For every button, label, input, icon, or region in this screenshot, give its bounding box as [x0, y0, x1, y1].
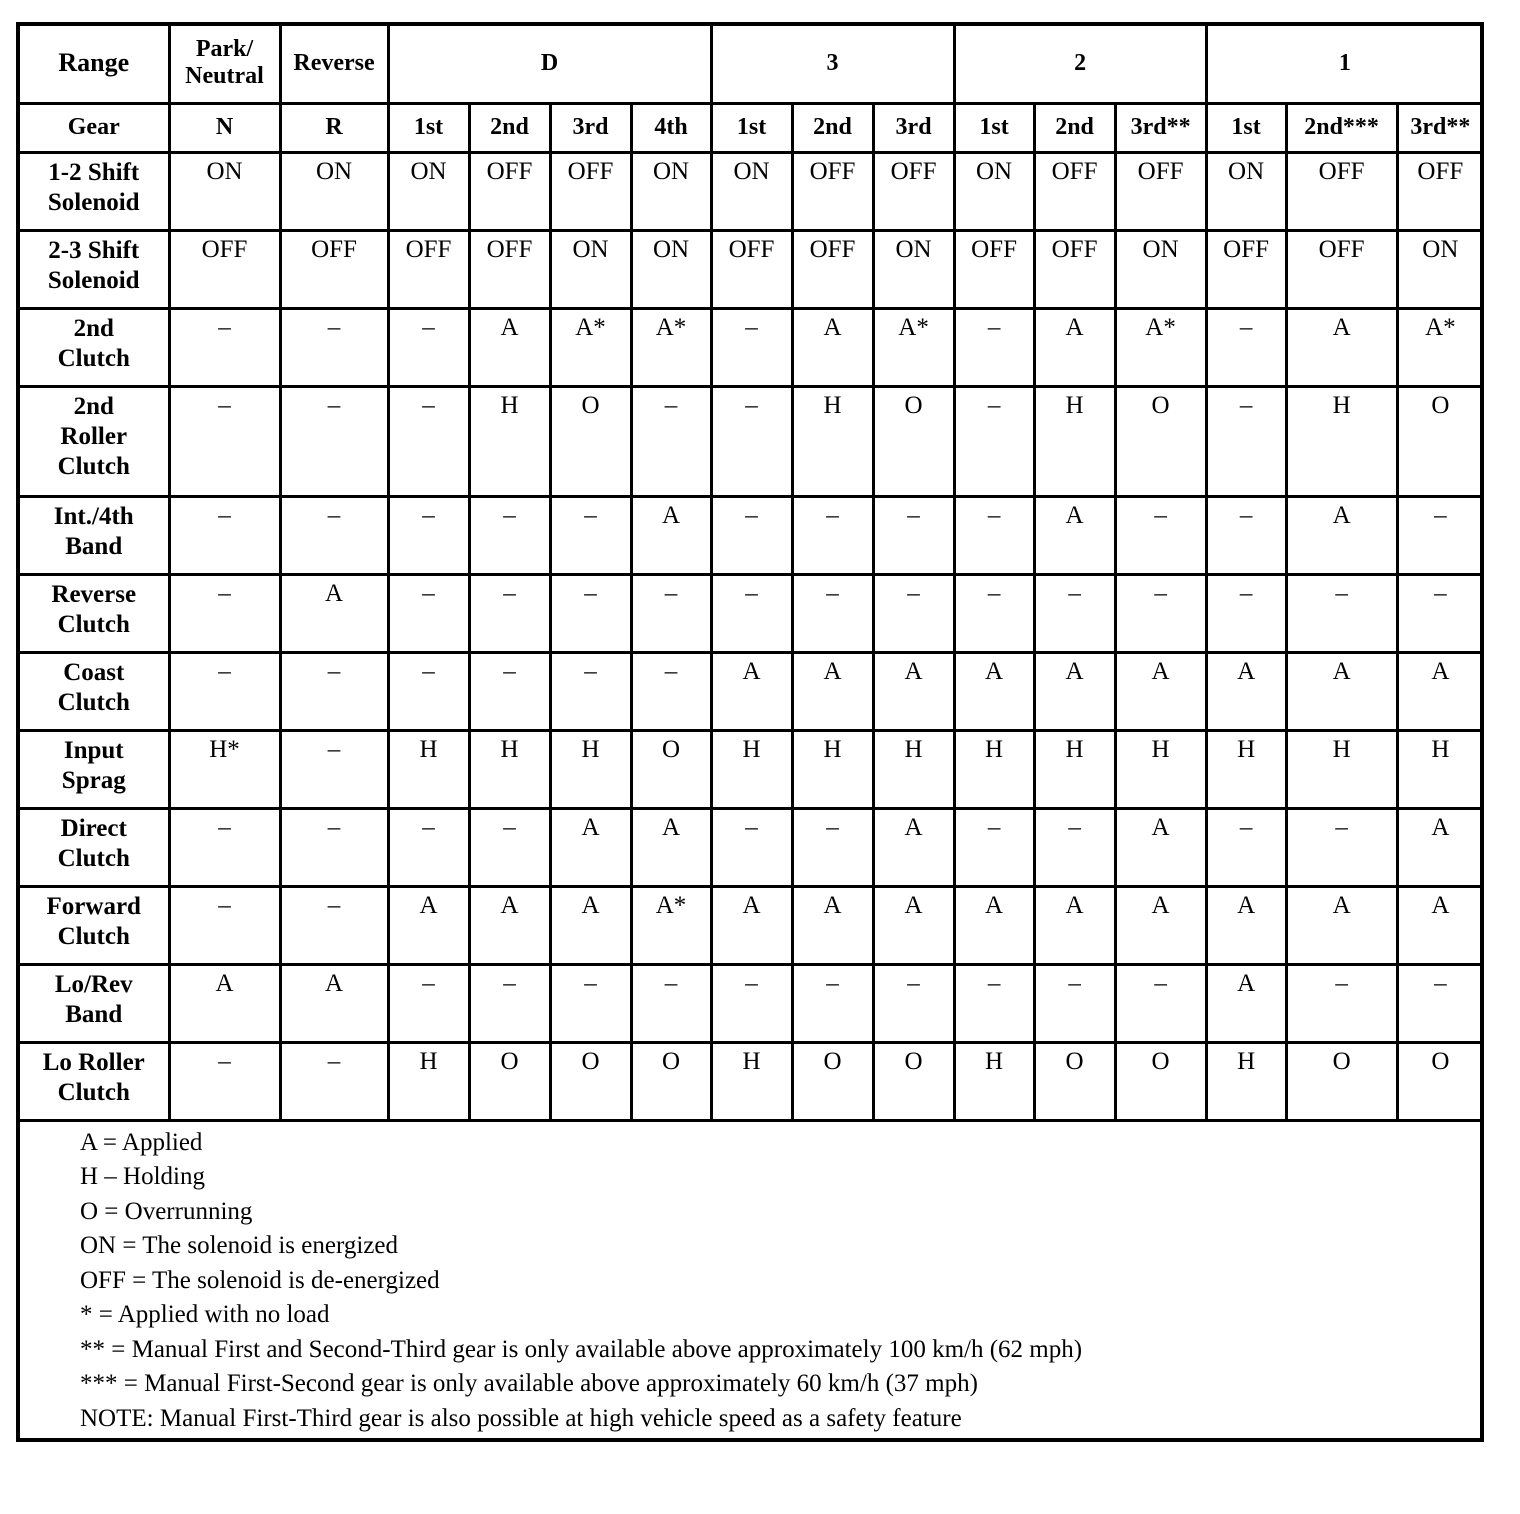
table-cell: H: [469, 386, 550, 496]
table-cell: –: [954, 574, 1034, 652]
legend-item: NOTE: Manual First-Third gear is also possible at high vehicle speed as a safety feature: [80, 1404, 962, 1432]
table-row: [20, 808, 1482, 886]
table-cell: A: [1286, 496, 1397, 574]
row-label: Direct Clutch: [20, 808, 169, 886]
table-cell: –: [280, 1042, 388, 1120]
table-cell: –: [792, 574, 873, 652]
gear-cell: 2nd***: [1286, 103, 1397, 152]
table-cell: –: [169, 574, 280, 652]
table-cell: O: [1034, 1042, 1115, 1120]
row-label: 2nd Clutch: [20, 308, 169, 386]
range-park-neutral: Park/ Neutral: [169, 26, 280, 103]
table-cell: O: [873, 1042, 954, 1120]
table-cell: A: [1286, 886, 1397, 964]
table-cell: –: [1115, 496, 1206, 574]
table-cell: OFF: [711, 230, 792, 308]
table-cell: A: [631, 808, 711, 886]
table-cell: H: [1034, 730, 1115, 808]
legend-item: A = Applied: [80, 1128, 203, 1156]
legend-item: O = Overrunning: [80, 1197, 253, 1225]
table-cell: –: [1286, 964, 1397, 1042]
table-cell: –: [1206, 308, 1286, 386]
table-cell: A: [954, 652, 1034, 730]
table-cell: –: [469, 808, 550, 886]
table-cell: –: [1115, 964, 1206, 1042]
table-cell: –: [873, 574, 954, 652]
table-cell: H*: [169, 730, 280, 808]
table-cell: A: [280, 964, 388, 1042]
table-cell: –: [954, 964, 1034, 1042]
table-cell: O: [1286, 1042, 1397, 1120]
table-cell: O: [469, 1042, 550, 1120]
table-cell: –: [1397, 496, 1482, 574]
table-cell: A: [1286, 652, 1397, 730]
table-cell: –: [792, 964, 873, 1042]
table-cell: –: [169, 886, 280, 964]
table-cell: OFF: [469, 230, 550, 308]
table-cell: –: [711, 496, 792, 574]
row-label: 2-3 Shift Solenoid: [20, 230, 169, 308]
range-reverse: Reverse: [280, 26, 388, 103]
table-cell: A*: [631, 308, 711, 386]
table-row: [20, 152, 1482, 230]
table-cell: –: [469, 496, 550, 574]
table-cell: –: [711, 574, 792, 652]
gear-cell: 1st: [711, 103, 792, 152]
table-cell: H: [873, 730, 954, 808]
table-cell: OFF: [873, 152, 954, 230]
table-cell: A: [1115, 808, 1206, 886]
table-cell: A: [280, 574, 388, 652]
legend: [20, 1122, 1480, 1437]
table-cell: ON: [169, 152, 280, 230]
table-cell: –: [169, 1042, 280, 1120]
table-cell: A: [1034, 308, 1115, 386]
table-cell: –: [388, 574, 469, 652]
table-cell: ON: [954, 152, 1034, 230]
table-cell: H: [1286, 386, 1397, 496]
gear-cell: 3rd**: [1397, 103, 1482, 152]
table-row: [20, 1042, 1482, 1120]
table-cell: –: [280, 730, 388, 808]
table-cell: A: [169, 964, 280, 1042]
table-cell: A: [954, 886, 1034, 964]
legend-item: OFF = The solenoid is de-energized: [80, 1266, 440, 1294]
table-cell: –: [1115, 574, 1206, 652]
table-cell: –: [1034, 964, 1115, 1042]
gear-cell: 3rd**: [1115, 103, 1206, 152]
legend-item: ** = Manual First and Second-Third gear is only available above approximately 100 km/h (62 mph): [80, 1335, 1083, 1363]
table-cell: –: [711, 964, 792, 1042]
table-cell: –: [1034, 574, 1115, 652]
table-cell: O: [631, 730, 711, 808]
range-d: D: [388, 26, 711, 103]
table-cell: A: [1206, 964, 1286, 1042]
table-cell: OFF: [280, 230, 388, 308]
table-cell: –: [550, 496, 631, 574]
table-cell: –: [280, 886, 388, 964]
table-cell: –: [792, 808, 873, 886]
table-cell: A: [873, 808, 954, 886]
table-cell: –: [280, 386, 388, 496]
gear-cell: 1st: [954, 103, 1034, 152]
table-cell: A: [873, 886, 954, 964]
gear-cell: 1st: [1206, 103, 1286, 152]
table-cell: ON: [280, 152, 388, 230]
clutch-application-table: [20, 26, 1482, 1122]
table-cell: –: [954, 496, 1034, 574]
table-cell: A: [469, 886, 550, 964]
table-cell: –: [1206, 386, 1286, 496]
range-2: 2: [954, 26, 1206, 103]
table-cell: ON: [711, 152, 792, 230]
table-cell: ON: [631, 152, 711, 230]
table-cell: –: [388, 964, 469, 1042]
table-row: [20, 574, 1482, 652]
table-cell: A*: [1397, 308, 1482, 386]
table-cell: –: [711, 386, 792, 496]
table-cell: –: [388, 308, 469, 386]
table-cell: –: [388, 386, 469, 496]
table-cell: H: [469, 730, 550, 808]
table-cell: A: [1397, 808, 1482, 886]
table-cell: OFF: [1034, 230, 1115, 308]
table-cell: A: [1286, 308, 1397, 386]
table-cell: –: [954, 308, 1034, 386]
table-cell: –: [550, 574, 631, 652]
table-cell: –: [1034, 808, 1115, 886]
table-cell: ON: [1397, 230, 1482, 308]
gear-label: Gear: [20, 103, 169, 152]
table-cell: OFF: [1115, 152, 1206, 230]
table-cell: O: [1397, 386, 1482, 496]
gear-cell: R: [280, 103, 388, 152]
table-cell: –: [1206, 496, 1286, 574]
table-cell: –: [469, 964, 550, 1042]
table-cell: H: [388, 1042, 469, 1120]
gear-cell: N: [169, 103, 280, 152]
table-cell: OFF: [388, 230, 469, 308]
table-cell: –: [280, 496, 388, 574]
table-cell: ON: [631, 230, 711, 308]
table-cell: A: [792, 652, 873, 730]
table-cell: A: [550, 886, 631, 964]
table-cell: OFF: [1286, 152, 1397, 230]
table-cell: O: [631, 1042, 711, 1120]
table-cell: A: [711, 886, 792, 964]
table-cell: –: [631, 964, 711, 1042]
row-label: Lo/Rev Band: [20, 964, 169, 1042]
table-row: [20, 652, 1482, 730]
table-cell: A: [388, 886, 469, 964]
table-cell: A: [1206, 886, 1286, 964]
table-cell: –: [954, 808, 1034, 886]
table-cell: –: [1206, 808, 1286, 886]
table-cell: –: [169, 808, 280, 886]
gear-cell: 1st: [388, 103, 469, 152]
table-cell: H: [1286, 730, 1397, 808]
table-cell: –: [469, 652, 550, 730]
table-cell: A: [1115, 652, 1206, 730]
row-label: Forward Clutch: [20, 886, 169, 964]
table-cell: H: [388, 730, 469, 808]
table-cell: –: [169, 652, 280, 730]
table-cell: –: [169, 386, 280, 496]
table-cell: O: [550, 1042, 631, 1120]
table-cell: –: [711, 808, 792, 886]
row-label: 1-2 Shift Solenoid: [20, 152, 169, 230]
table-cell: A: [873, 652, 954, 730]
table-cell: –: [1286, 574, 1397, 652]
row-label: Reverse Clutch: [20, 574, 169, 652]
table-cell: –: [388, 808, 469, 886]
row-label: Input Sprag: [20, 730, 169, 808]
table-cell: –: [169, 496, 280, 574]
table-cell: A: [631, 496, 711, 574]
gear-cell: 3rd: [873, 103, 954, 152]
table-cell: –: [631, 386, 711, 496]
table-cell: OFF: [169, 230, 280, 308]
table-cell: –: [388, 652, 469, 730]
table-cell: –: [1286, 808, 1397, 886]
table-cell: –: [280, 652, 388, 730]
clutch-application-chart: [16, 22, 1484, 1442]
table-cell: –: [873, 964, 954, 1042]
table-row: [20, 308, 1482, 386]
table-row: [20, 386, 1482, 496]
table-cell: OFF: [792, 152, 873, 230]
table-cell: O: [792, 1042, 873, 1120]
table-cell: OFF: [1286, 230, 1397, 308]
gear-cell: 4th: [631, 103, 711, 152]
table-cell: A: [469, 308, 550, 386]
table-cell: A: [1034, 496, 1115, 574]
table-cell: –: [1206, 574, 1286, 652]
table-cell: O: [873, 386, 954, 496]
table-cell: H: [954, 1042, 1034, 1120]
legend-item: * = Applied with no load: [80, 1301, 330, 1328]
table-cell: ON: [550, 230, 631, 308]
table-row: [20, 230, 1482, 308]
table-cell: –: [954, 386, 1034, 496]
legend-item: *** = Manual First-Second gear is only available above approximately 60 km/h (37 mph): [80, 1370, 978, 1397]
legend-item: H – Holding: [80, 1163, 205, 1190]
table-cell: O: [1115, 386, 1206, 496]
table-cell: H: [711, 730, 792, 808]
table-row: [20, 496, 1482, 574]
table-cell: ON: [1115, 230, 1206, 308]
table-cell: –: [631, 574, 711, 652]
table-cell: OFF: [1034, 152, 1115, 230]
gear-cell: 2nd: [469, 103, 550, 152]
table-cell: A: [1034, 886, 1115, 964]
row-label: Lo Roller Clutch: [20, 1042, 169, 1120]
table-cell: OFF: [1206, 230, 1286, 308]
range-3: 3: [711, 26, 954, 103]
table-cell: OFF: [954, 230, 1034, 308]
table-cell: –: [1397, 964, 1482, 1042]
table-cell: –: [631, 652, 711, 730]
table-cell: ON: [873, 230, 954, 308]
range-label: Range: [20, 26, 169, 103]
table-cell: OFF: [1397, 152, 1482, 230]
table-cell: –: [280, 808, 388, 886]
table-cell: A*: [631, 886, 711, 964]
table-cell: –: [280, 308, 388, 386]
table-cell: A*: [1115, 308, 1206, 386]
table-cell: H: [1115, 730, 1206, 808]
table-cell: –: [550, 652, 631, 730]
range-1: 1: [1206, 26, 1482, 103]
table-cell: H: [1206, 1042, 1286, 1120]
table-cell: –: [550, 964, 631, 1042]
table-row: [20, 886, 1482, 964]
table-cell: A: [711, 652, 792, 730]
row-label: 2nd Roller Clutch: [20, 386, 169, 496]
legend-item: ON = The solenoid is energized: [80, 1232, 398, 1259]
gear-header-row: [20, 103, 1482, 152]
table-cell: OFF: [469, 152, 550, 230]
table-cell: ON: [1206, 152, 1286, 230]
table-cell: OFF: [550, 152, 631, 230]
gear-cell: 3rd: [550, 103, 631, 152]
table-cell: H: [550, 730, 631, 808]
table-cell: H: [1397, 730, 1482, 808]
table-cell: H: [792, 730, 873, 808]
table-cell: A: [792, 886, 873, 964]
table-row: [20, 964, 1482, 1042]
table-cell: H: [1034, 386, 1115, 496]
table-cell: –: [388, 496, 469, 574]
table-row: [20, 730, 1482, 808]
row-label: Coast Clutch: [20, 652, 169, 730]
table-cell: A: [1115, 886, 1206, 964]
table-cell: H: [792, 386, 873, 496]
table-cell: H: [954, 730, 1034, 808]
table-cell: A: [1206, 652, 1286, 730]
table-cell: A: [1397, 652, 1482, 730]
table-cell: A: [550, 808, 631, 886]
table-cell: O: [550, 386, 631, 496]
table-cell: H: [711, 1042, 792, 1120]
table-cell: O: [1397, 1042, 1482, 1120]
table-cell: ON: [388, 152, 469, 230]
table-cell: –: [169, 308, 280, 386]
table-cell: –: [1397, 574, 1482, 652]
table-cell: O: [1115, 1042, 1206, 1120]
table-cell: –: [873, 496, 954, 574]
table-cell: A: [792, 308, 873, 386]
range-header-row: [20, 26, 1482, 103]
gear-cell: 2nd: [792, 103, 873, 152]
table-cell: A*: [873, 308, 954, 386]
table-cell: A: [1034, 652, 1115, 730]
row-label: Int./4th Band: [20, 496, 169, 574]
table-cell: –: [469, 574, 550, 652]
table-cell: A: [1397, 886, 1482, 964]
table-cell: H: [1206, 730, 1286, 808]
table-cell: A*: [550, 308, 631, 386]
table-cell: –: [792, 496, 873, 574]
table-cell: –: [711, 308, 792, 386]
table-cell: OFF: [792, 230, 873, 308]
gear-cell: 2nd: [1034, 103, 1115, 152]
